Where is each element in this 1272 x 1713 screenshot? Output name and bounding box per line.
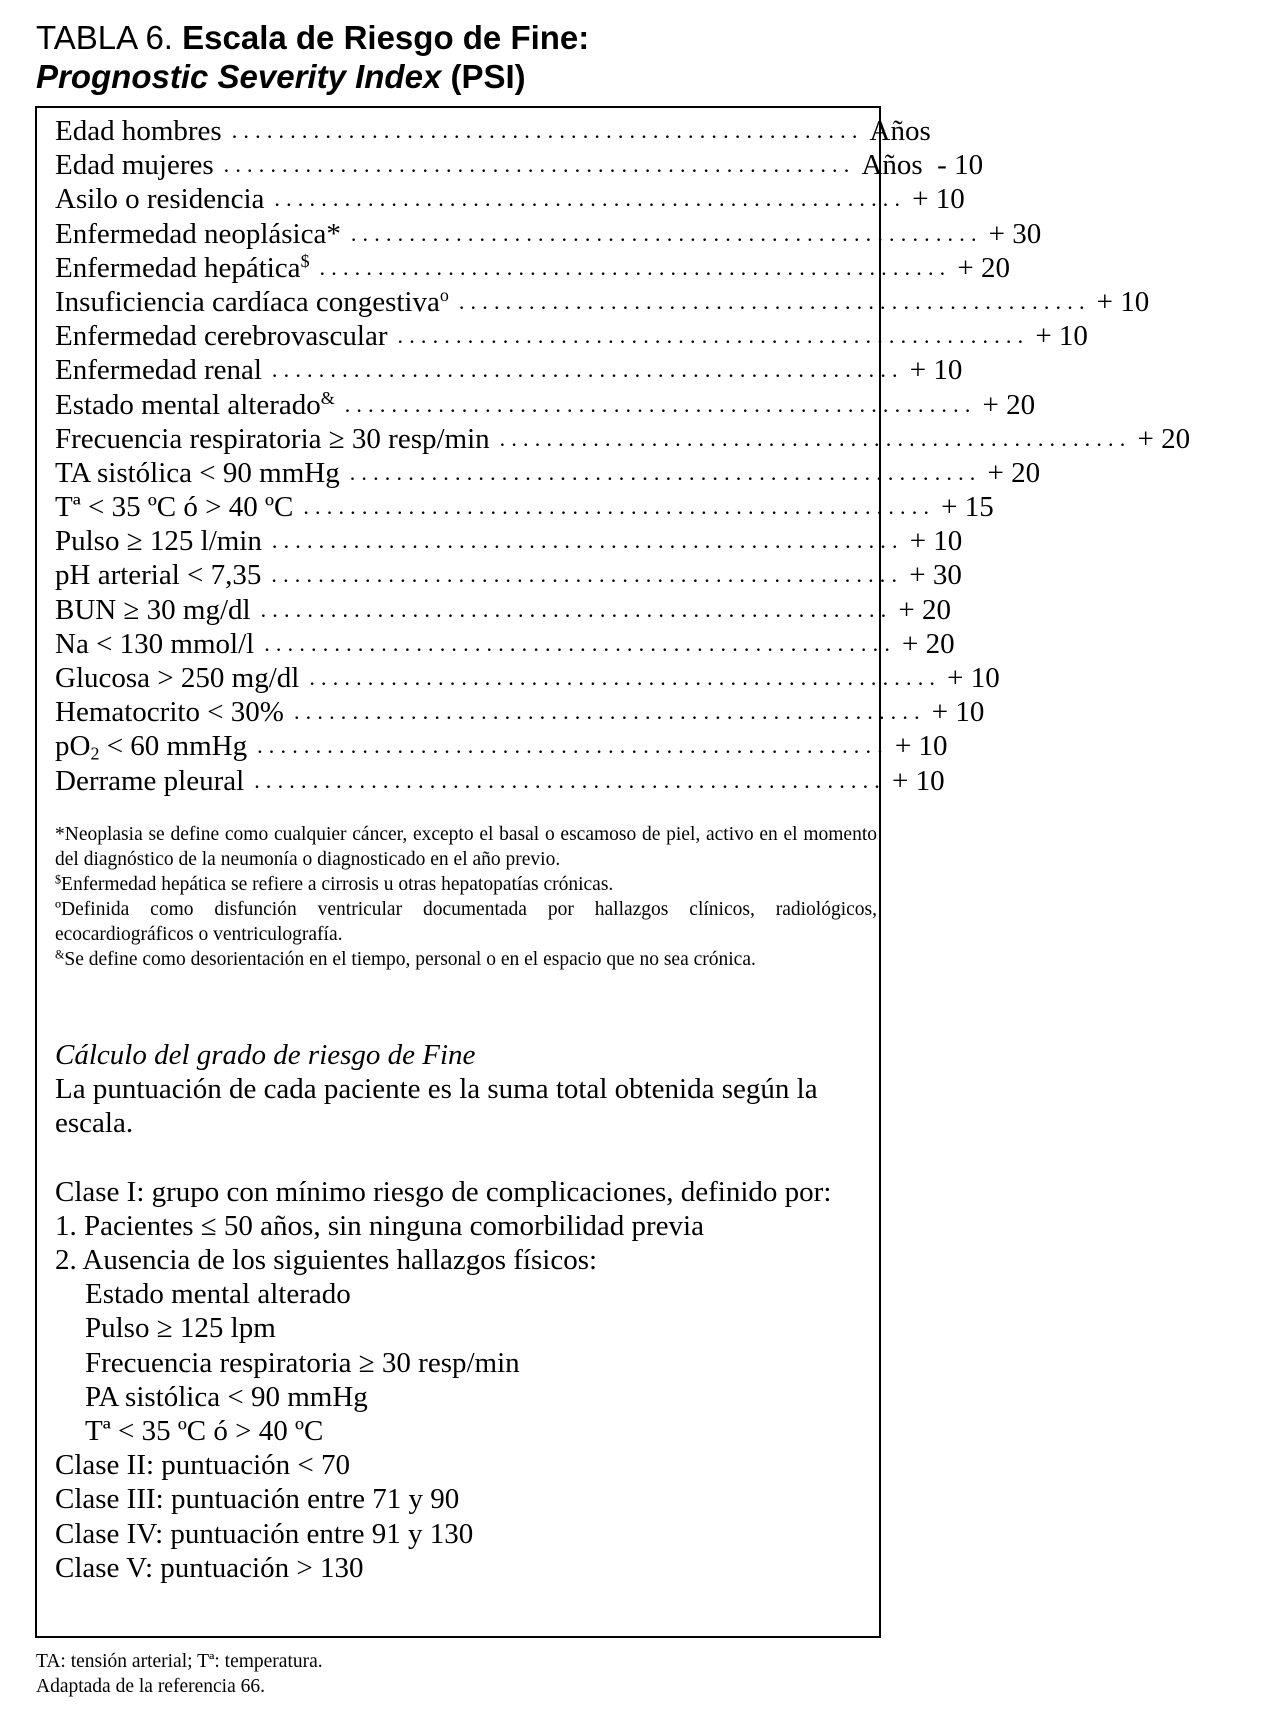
row-points: + 10: [1096, 285, 1150, 318]
table-subtitle-abbr: (PSI): [450, 58, 526, 95]
row-points: + 10: [892, 764, 945, 797]
score-row: [55, 627, 955, 661]
row-label: Tª < 35 ºC ó > 40 ºC: [55, 491, 294, 524]
leader-dots: ......................................................: [264, 630, 897, 656]
row-points: + 10: [909, 354, 963, 387]
table-label: TABLA 6.: [36, 19, 173, 56]
row-points: + 10: [912, 183, 965, 216]
row-points: + 20: [987, 456, 1041, 489]
row-points: + 30: [909, 559, 962, 592]
source-note: Adaptada de la referencia 66.: [36, 1676, 265, 1697]
footnote: ºDefinida como disfunción ventricular documentada por hallazgos clínicos, radiológicos, ecocardiográficos o ventriculografía.: [55, 899, 877, 945]
score-row: [55, 456, 1041, 490]
leader-dots: ......................................................: [271, 562, 904, 588]
row-points: + 20: [982, 388, 1036, 421]
abbreviations-note: TA: tensión arterial; Tª: temperatura.: [36, 1651, 323, 1672]
leader-dots: ......................................................: [458, 288, 1091, 314]
leader-dots: ......................................................: [231, 118, 864, 143]
table-title: [36, 18, 589, 96]
title-line-1: [36, 18, 589, 57]
leader-dots: ......................................................: [271, 528, 904, 554]
row-points: Años - 10: [861, 149, 984, 182]
footnote: *Neoplasia se define como cualquier cáncer, excepto el basal o escamoso de piel, activo en el momento del diagnóstico de la neumonía o diagnosticado en el año previo.: [55, 824, 877, 870]
row-label: Frecuencia respiratoria ≥ 30 resp/min: [55, 422, 490, 455]
table-heading: Escala de Riesgo de Fine:: [182, 19, 590, 56]
class-1-definition: Clase I: grupo con mínimo riesgo de complicaciones, definido por:: [55, 1175, 832, 1208]
title-line-2: [36, 57, 589, 96]
footnote: &Se define como desorientación en el tiempo, personal o en el espacio que no sea crónica.: [55, 947, 756, 970]
leader-dots: ......................................................: [223, 152, 856, 178]
score-row: [55, 387, 1036, 422]
row-label: Derrame pleural: [55, 764, 245, 797]
score-row: [55, 319, 1088, 353]
row-label: Edad mujeres: [55, 149, 214, 182]
score-row: [55, 558, 962, 592]
leader-dots: ......................................................: [319, 254, 952, 280]
row-points: + 20: [957, 251, 1010, 284]
row-label: Edad hombres: [55, 115, 222, 147]
class-1-item-1: 1. Pacientes ≤ 50 años, sin ninguna comorbilidad previa: [55, 1209, 704, 1242]
leader-dots: ......................................................: [499, 425, 1132, 451]
row-label: Insuficiencia cardíaca congestiva$^o$: [55, 285, 449, 318]
footnote: $Enfermedad hepática se refiere a cirrosis u otras hepatopatías crónicas.: [55, 872, 614, 895]
leader-dots: ......................................................: [309, 665, 942, 690]
risk-class-item: Clase III: puntuación entre 71 y 90: [55, 1483, 460, 1516]
score-row: [55, 661, 1000, 695]
score-row: [55, 285, 1150, 319]
row-points: + 30: [988, 217, 1042, 250]
row-label: pH arterial < 7,35: [55, 559, 262, 592]
leader-dots: ......................................................: [274, 186, 907, 212]
row-points: Años: [869, 115, 931, 147]
score-row: [55, 353, 963, 387]
row-label: Asilo o residencia: [55, 183, 265, 216]
row-label: Enfermedad hepática$: [55, 250, 310, 284]
leader-dots: ......................................................: [350, 220, 983, 246]
leader-dots: ......................................................: [397, 323, 1030, 349]
risk-class-item: Clase IV: puntuación entre 91 y 130: [55, 1517, 474, 1550]
leader-dots: ......................................................: [254, 767, 887, 793]
score-row: [55, 524, 963, 558]
score-row: [55, 422, 1191, 456]
row-label: $pO_2 < 60$ mmHg: [55, 730, 248, 764]
footnotes: [55, 822, 877, 972]
score-row: [55, 148, 984, 182]
leader-dots: ......................................................: [260, 596, 893, 622]
score-row: [55, 695, 985, 729]
row-label: BUN ≥ 30 mg/dl: [55, 593, 251, 626]
finding-item: Frecuencia respiratoria ≥ 30 resp/min: [85, 1346, 520, 1379]
row-label: Na < 130 mmol/l: [55, 627, 255, 660]
row-label: Enfermedad renal: [55, 354, 262, 387]
score-row: [55, 764, 945, 798]
row-label: Glucosa > 250 mg/dl: [55, 662, 300, 694]
row-points: + 10: [1035, 320, 1088, 353]
score-row: [55, 593, 951, 627]
leader-dots: ......................................................: [271, 357, 904, 383]
calc-intro: La puntuación de cada paciente es la suma total obtenida según la escala.: [55, 1073, 818, 1140]
row-points: + 10: [894, 730, 948, 763]
score-row: [55, 250, 1010, 285]
row-points: + 20: [1137, 422, 1191, 455]
score-row: [55, 217, 1042, 251]
classes-list: [55, 1448, 877, 1585]
finding-item: Pulso ≥ 125 lpm: [85, 1312, 276, 1345]
score-row: [55, 114, 931, 148]
risk-class-item: Clase V: puntuación > 130: [55, 1551, 364, 1584]
score-rows: [55, 114, 1191, 798]
findings-list: [55, 1277, 877, 1448]
row-label: Enfermedad cerebrovascular: [55, 320, 388, 353]
finding-item: Estado mental alterado: [85, 1278, 351, 1311]
row-points: + 10: [931, 696, 985, 729]
row-points: + 20: [898, 593, 951, 626]
table-footer: [36, 1649, 323, 1699]
calc-heading: Cálculo del grado de riesgo de Fine: [55, 1039, 476, 1071]
leader-dots: ......................................................: [344, 391, 977, 417]
table-subtitle: Prognostic Severity Index: [36, 58, 442, 95]
row-label: Hematocrito < 30%: [55, 696, 284, 729]
class-1-item-2: 2. Ausencia de los siguientes hallazgos físicos:: [55, 1244, 598, 1277]
row-points: + 20: [902, 627, 955, 660]
row-points: + 10: [909, 525, 963, 558]
leader-dots: ......................................................: [303, 494, 936, 520]
score-row: [55, 729, 948, 764]
finding-item: PA sistólica < 90 mmHg: [85, 1380, 368, 1413]
score-row: [55, 490, 994, 524]
finding-item: Tª < 35 ºC ó > 40 ºC: [85, 1415, 324, 1448]
table-box: [35, 106, 1191, 1638]
row-label: TA sistólica < 90 mmHg: [55, 456, 340, 489]
row-label: Enfermedad neoplásica*: [55, 217, 341, 250]
score-row: [55, 182, 965, 216]
leader-dots: ......................................................: [349, 459, 982, 485]
leader-dots: ......................................................: [257, 733, 889, 759]
row-label: Pulso ≥ 125 l/min: [55, 525, 262, 558]
calculation-section: [55, 1038, 877, 1585]
row-points: + 15: [941, 491, 994, 524]
risk-class-item: Clase II: puntuación < 70: [55, 1449, 351, 1482]
row-points: + 10: [947, 662, 1000, 694]
row-label: Estado mental alterado&: [55, 387, 335, 421]
leader-dots: ......................................................: [293, 699, 926, 725]
